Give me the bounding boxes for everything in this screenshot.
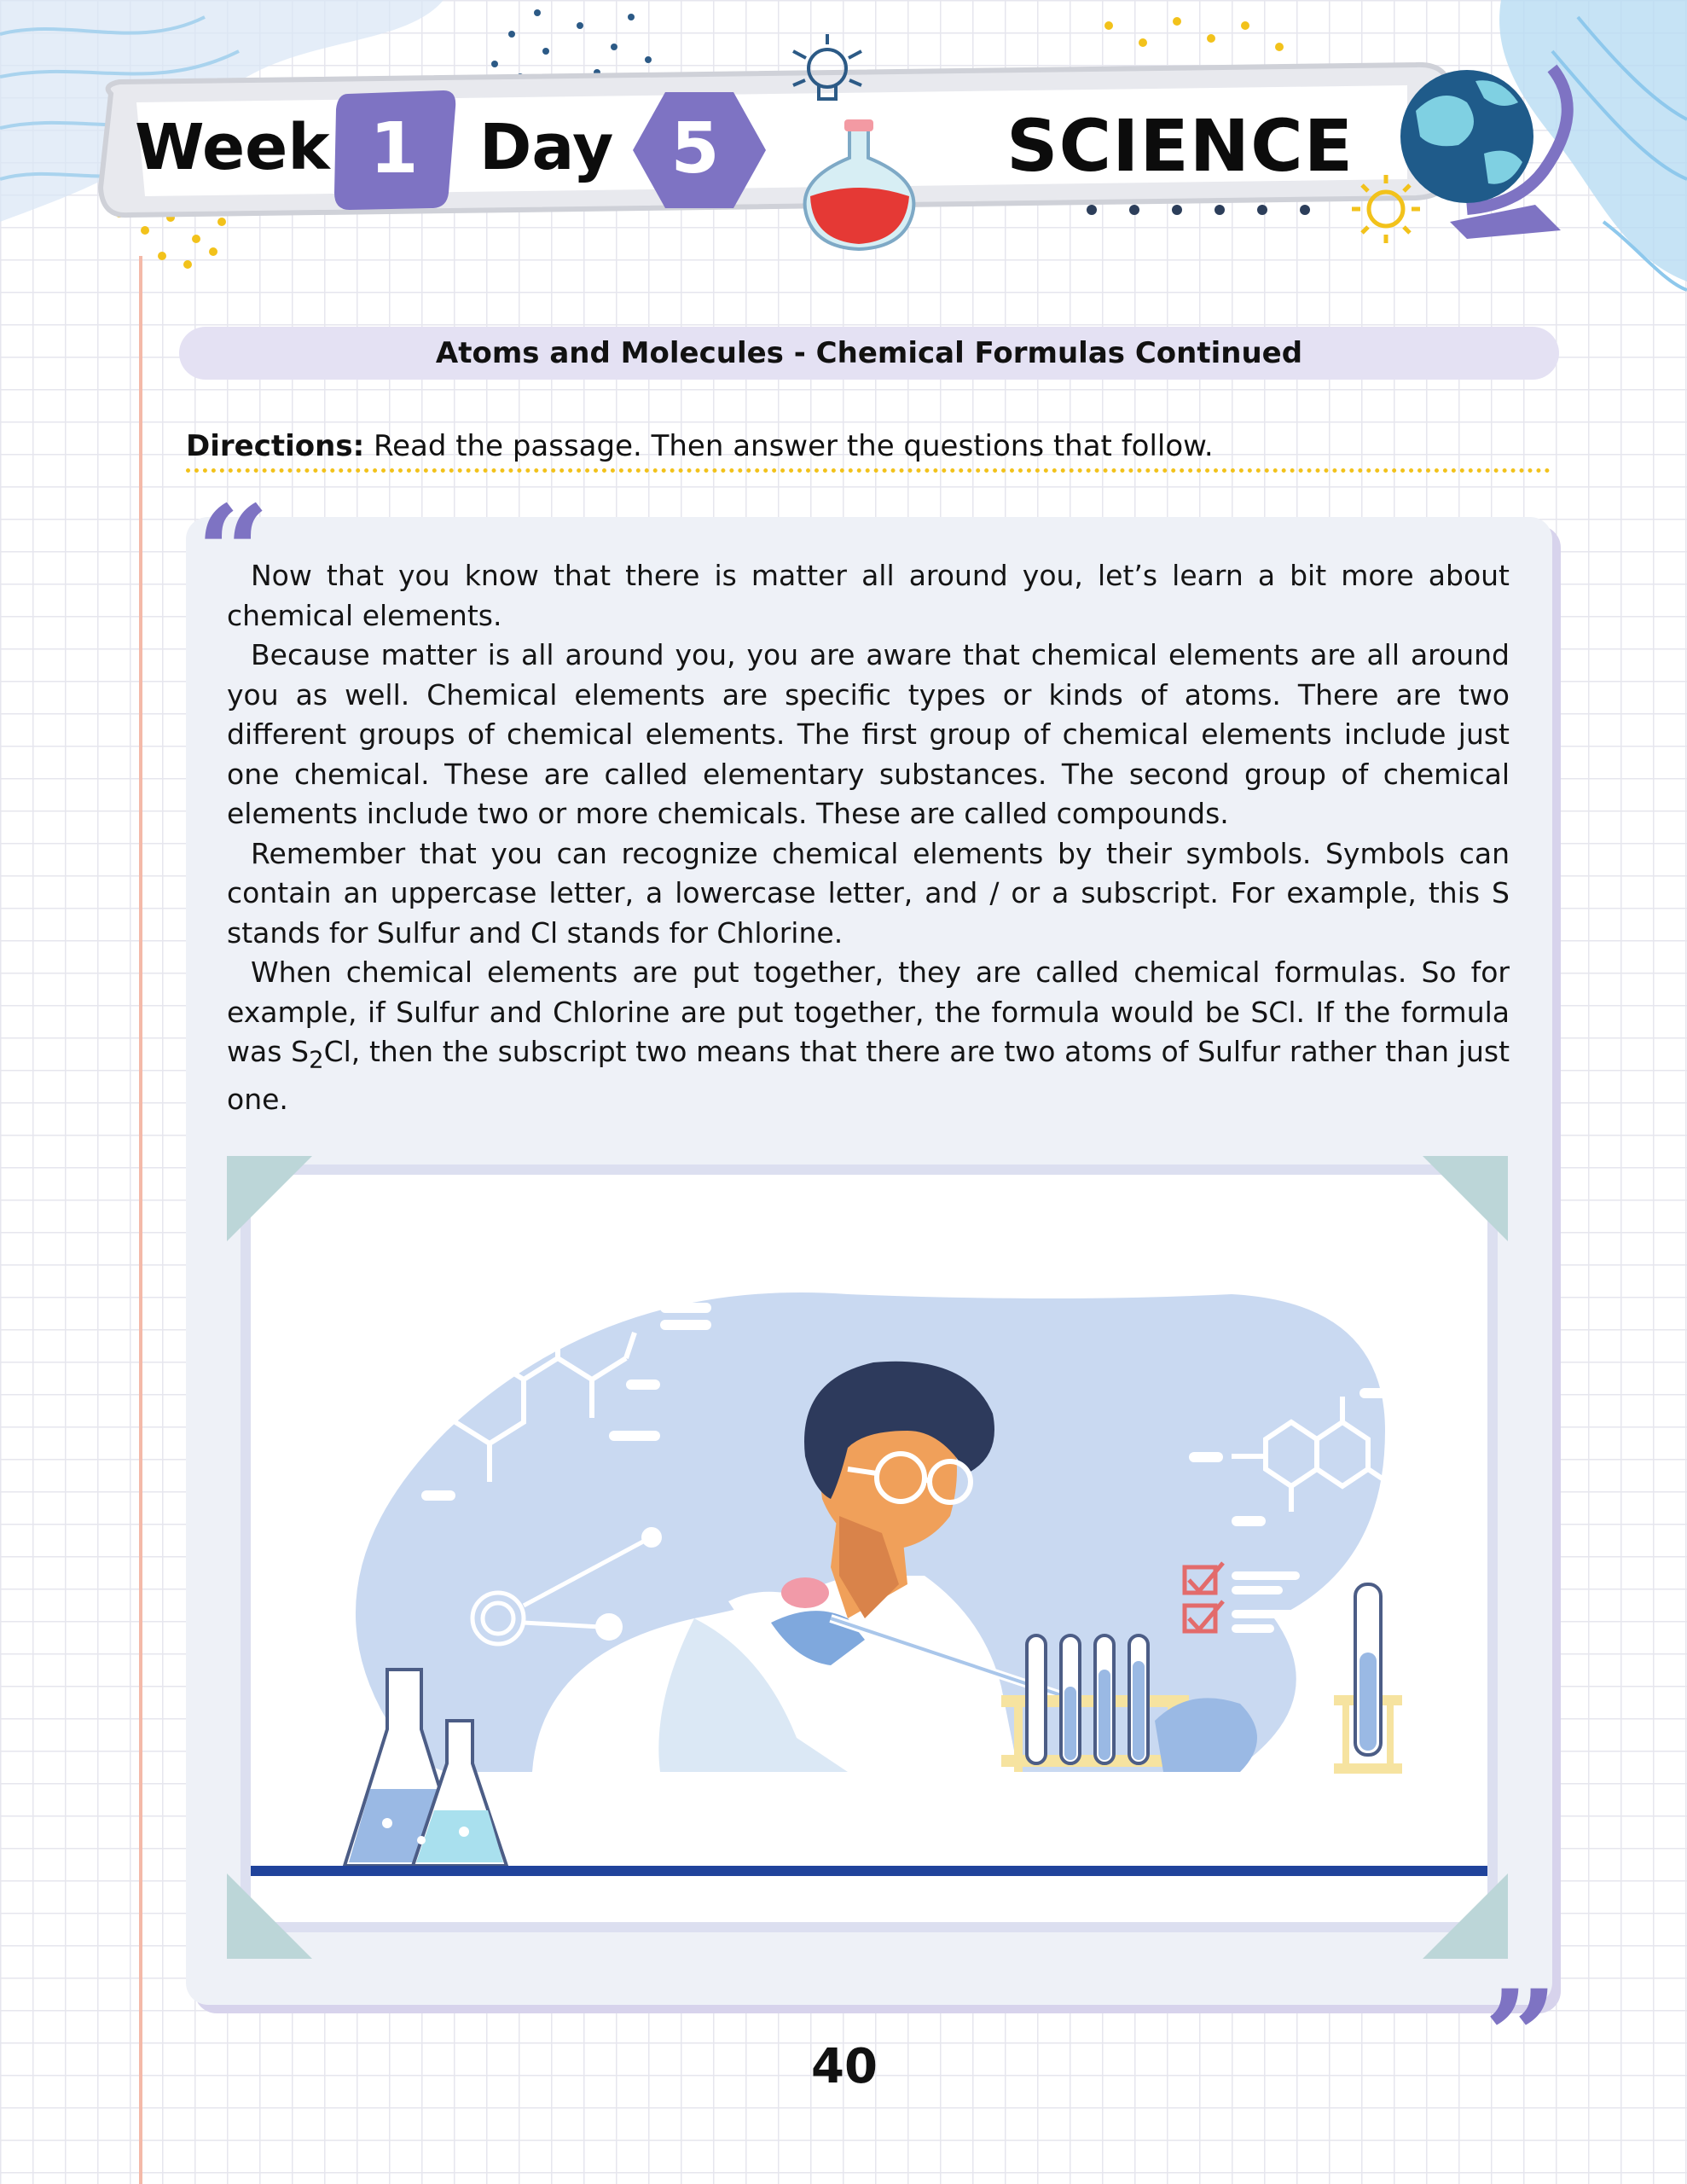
passage-text bbox=[227, 556, 1510, 1120]
passage-paragraph-2: Because matter is all around you, you are aware that chemical elements are all around you as well. Chemical elements are specific types or kinds of atoms. There are two different groups of chemical elements. The first group of chemical elements include just one chemical. These are called elementary substances. The second group of chemical elements include two or more chemicals. These are called compounds. bbox=[227, 638, 1510, 830]
page-number: 40 bbox=[811, 2039, 878, 2094]
day-label: Day bbox=[479, 111, 614, 184]
paragraph-4-start: When chemical elements are put together, they are called chemical formulas. So for example, if Sulfur and Chlorine are put together, the formula would be SCl. If the formula was S bbox=[227, 956, 1510, 1068]
photo-corner-bottom-right bbox=[1423, 1873, 1508, 1959]
open-quote-icon: “ bbox=[196, 478, 270, 628]
passage-paragraph-4 bbox=[227, 953, 1510, 1120]
week-number-badge: 1 bbox=[369, 108, 419, 189]
illustration-frame bbox=[241, 1165, 1498, 1932]
subscript-two: 2 bbox=[309, 1046, 324, 1074]
passage-paragraph-1: Now that you know that there is matter all around you, let’s learn a bit more about chemical elements. bbox=[227, 559, 1510, 632]
subject-title: SCIENCE bbox=[1006, 104, 1354, 188]
directions-label: Directions: bbox=[186, 429, 365, 463]
close-quote-icon: ” bbox=[1484, 1962, 1558, 2112]
day-number-badge: 5 bbox=[670, 108, 720, 189]
directions-text: Read the passage. Then answer the questions that follow. bbox=[364, 429, 1214, 463]
photo-corner-top-right bbox=[1423, 1156, 1508, 1241]
paragraph-4-end: Cl, then the subscript two means that there are two atoms of Sulfur rather than just one. bbox=[227, 1035, 1510, 1117]
photo-corner-top-left bbox=[227, 1156, 312, 1241]
scientist-illustration bbox=[251, 1175, 1487, 1922]
dotted-divider bbox=[186, 468, 1551, 473]
directions bbox=[186, 429, 1214, 463]
lesson-title: Atoms and Molecules - Chemical Formulas Continued bbox=[435, 336, 1303, 370]
margin-line bbox=[139, 256, 142, 2184]
passage-paragraph-3: Remember that you can recognize chemical elements by their symbols. Symbols can contain an uppercase letter, a lowercase letter, and / or a subscript. For example, this S stands for Sulfur and Cl stands for Chlorine. bbox=[227, 836, 1510, 950]
week-label: Week bbox=[135, 111, 330, 184]
photo-corner-bottom-left bbox=[227, 1873, 312, 1959]
